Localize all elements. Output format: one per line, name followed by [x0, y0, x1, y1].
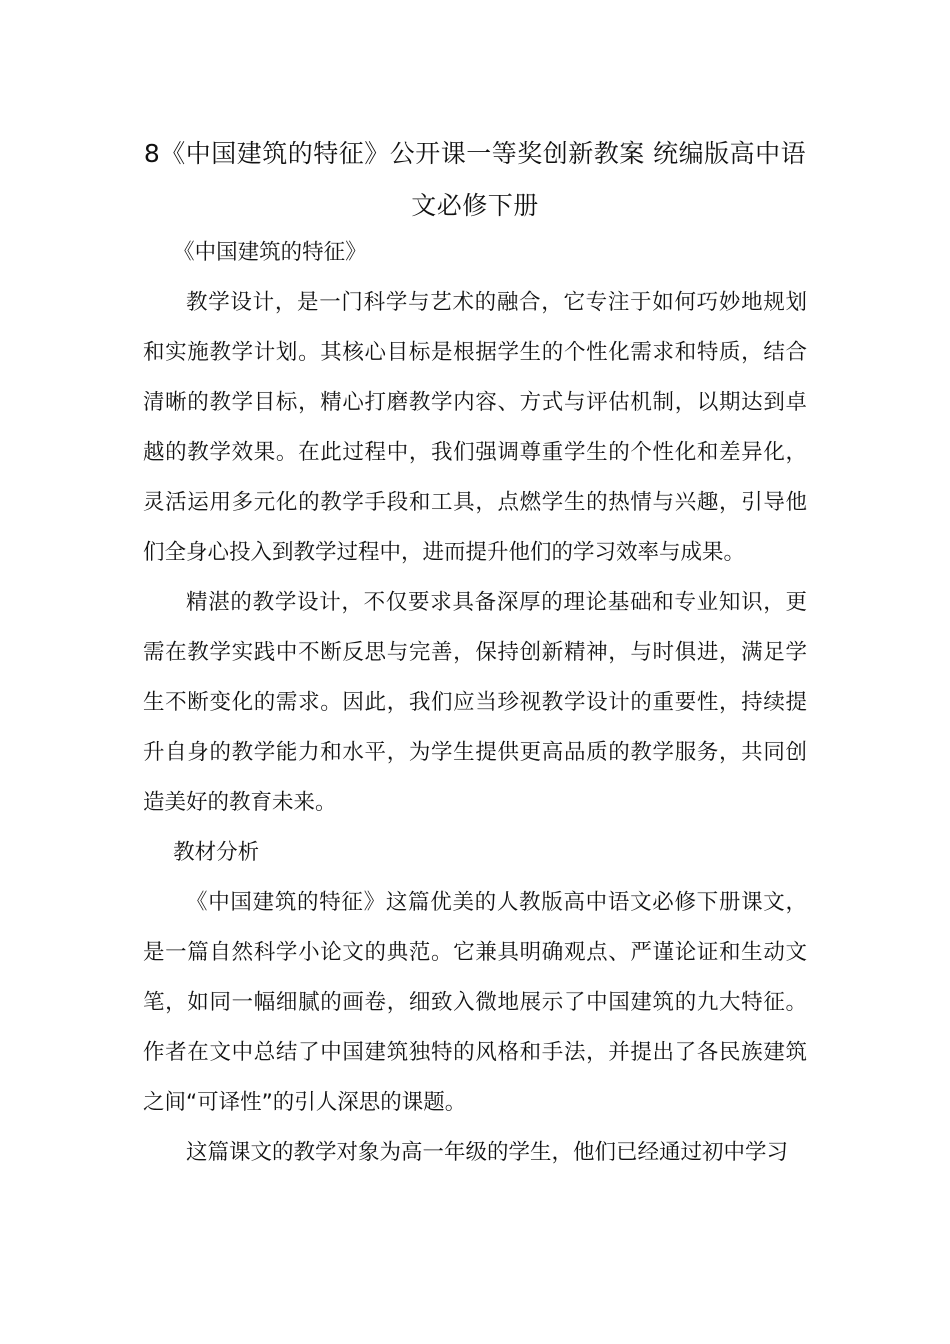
paragraph: 教学设计，是一门科学与艺术的融合，它专注于如何巧妙地规划和实施教学计划。其核心目标是根据学生的个性化需求和特质，结合清晰的教学目标，精心打磨教学内容、方式与评估机制，以期达到卓越的教学效果。在此过程中，我们强调尊重学生的个性化和差异化，灵活运用多元化的教学手段和工具，点燃学生的热情与兴趣，引导他们全身心投入到教学过程中，进而提升他们的学习效率与成果。	[143, 290, 807, 565]
paragraph: 这篇课文的教学对象为高一年级的学生，他们已经通过初中学习	[186, 1140, 789, 1165]
paragraph: 精湛的教学设计，不仅要求具备深厚的理论基础和专业知识，更需在教学实践中不断反思与完善，保持创新精神，与时俱进，满足学生不断变化的需求。因此，我们应当珍视教学设计的重要性，持续提升自身的教学能力和水平，为学生提供更高品质的教学服务，共同创造美好的教育未来。	[143, 590, 807, 815]
document-subtitle: 《中国建筑的特征》	[173, 240, 367, 265]
paragraph: 《中国建筑的特征》这篇优美的人教版高中语文必修下册课文，是一篇自然科学小论文的典范。它兼具明确观点、严谨论证和生动文笔，如同一幅细腻的画卷，细致入微地展示了中国建筑的九大特征。作者在文中总结了中国建筑独特的风格和手法，并提出了各民族建筑之间“可译性”的引人深思的课题。	[143, 890, 807, 1115]
document-title: 8《中国建筑的特征》公开课一等奖创新教案 统编版高中语文必修下册	[143, 139, 807, 220]
section-heading: 教材分析	[173, 840, 260, 865]
document-body	[143, 228, 807, 1178]
